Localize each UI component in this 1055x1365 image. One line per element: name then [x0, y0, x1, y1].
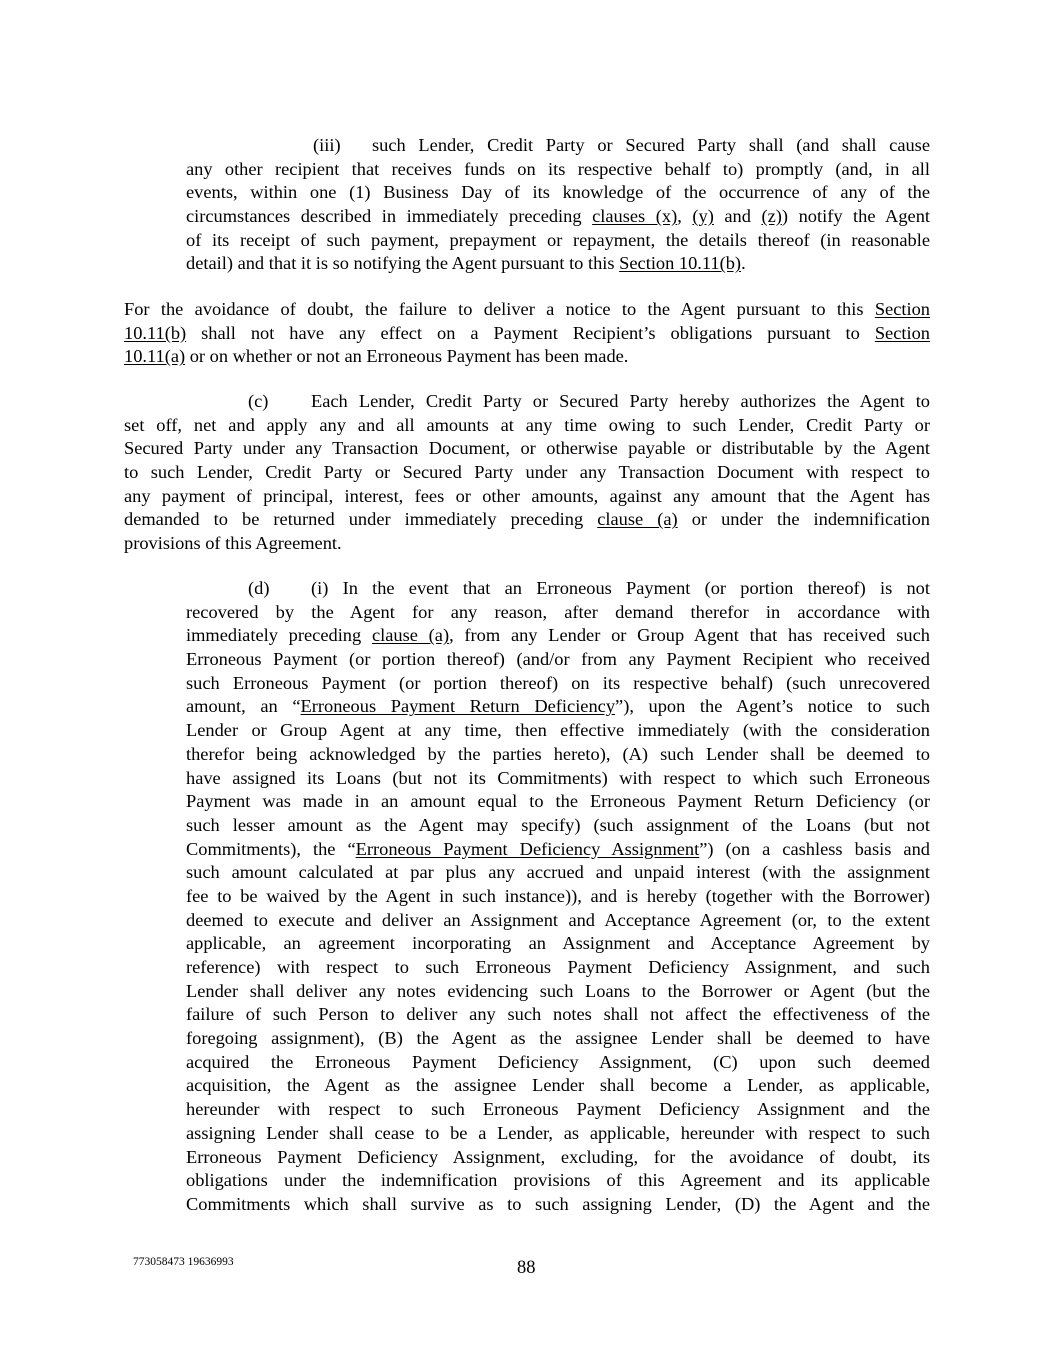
text-segment: (i) In the event that an Erroneous Payment (or portion thereof) is not — [311, 578, 930, 598]
text-segment: recovered by the Agent for any reason, after demand therefor in accordance with — [186, 601, 930, 622]
text-line — [186, 252, 930, 276]
text-segment: therefor being acknowledged by the parties hereto), (A) such Lender shall be deemed to — [186, 743, 930, 764]
text-line — [186, 1003, 930, 1027]
cross-reference: 10.11(b) — [124, 322, 187, 343]
page-number: 88 — [517, 1258, 536, 1278]
text-line — [186, 134, 930, 158]
text-segment: assigning Lender shall cease to be a Lender, as applicable, hereunder with respect to such — [186, 1122, 930, 1143]
text-segment: or under the indemnification — [677, 509, 930, 530]
text-line — [186, 719, 930, 743]
text-segment: foregoing assignment), (B) the Agent as the assignee Lender shall be deemed to have — [186, 1028, 930, 1049]
text-line — [186, 838, 930, 862]
text-segment: such lesser amount as the Agent may specify) (such assignment of the Loans (but not — [186, 814, 930, 835]
text-line — [186, 814, 930, 838]
text-line — [186, 790, 930, 814]
text-line — [186, 672, 930, 696]
text-line — [186, 885, 930, 909]
text-line — [186, 648, 930, 672]
text-segment: any payment of principal, interest, fees or other amounts, against any amount that the Agent has — [124, 485, 930, 506]
text-segment: amount, an “ — [186, 696, 301, 717]
text-segment: Secured Party under any Transaction Document, or otherwise payable or distributable by the Agent — [124, 438, 930, 459]
cross-reference: Erroneous Payment Return Deficiency — [300, 696, 616, 717]
text-segment: deemed to execute and deliver an Assignment and Acceptance Agreement (or, to the extent — [186, 909, 930, 930]
document-id: 773058473 19636993 — [133, 1256, 234, 1268]
text-segment: ”) (on a cashless basis and — [699, 838, 930, 859]
text-line — [124, 298, 930, 322]
text-segment: ”), upon the Agent’s notice to such — [615, 696, 930, 717]
text-line-body — [311, 577, 930, 601]
text-segment: Commitments which shall survive as to such assigning Lender, (D) the Agent and the — [186, 1193, 930, 1214]
cross-reference: Section — [874, 299, 930, 319]
text-segment: applicable, an agreement incorporating an Assignment and Acceptance Agreement by — [186, 933, 930, 954]
text-line — [186, 1169, 930, 1193]
text-segment: or on whether or not an Erroneous Payment has been made. — [185, 346, 629, 367]
text-line — [186, 158, 930, 182]
cross-reference: clauses (x) — [592, 206, 678, 227]
text-line — [186, 205, 930, 229]
text-segment: circumstances described in immediately preceding — [186, 206, 593, 227]
section-label: (c) — [248, 391, 269, 411]
text-line-body — [372, 134, 930, 158]
text-segment: . — [741, 253, 746, 274]
text-segment: ) notify the Agent — [781, 206, 931, 227]
text-segment: fee to be waived by the Agent in such instance)), and is hereby (together with the Borrower) — [186, 885, 930, 906]
text-segment: such amount calculated at par plus any accrued and unpaid interest (with the assignment — [186, 862, 930, 883]
text-line — [186, 1098, 930, 1122]
text-line — [186, 1193, 930, 1217]
text-line — [186, 909, 930, 933]
text-segment: obligations under the indemnification provisions of this Agreement and its applicable — [186, 1170, 930, 1191]
text-segment: hereunder with respect to such Erroneous Payment Deficiency Assignment and the — [186, 1099, 930, 1120]
text-segment: Erroneous Payment (or portion thereof) (and/or from any Payment Recipient who received — [186, 649, 930, 670]
text-line — [186, 767, 930, 791]
text-line — [186, 1146, 930, 1170]
paragraph-avoidance-of-doubt — [124, 298, 930, 369]
text-line — [186, 932, 930, 956]
text-segment: immediately preceding — [186, 625, 372, 646]
text-line — [186, 956, 930, 980]
paragraph-c — [124, 390, 930, 556]
text-line — [186, 695, 930, 719]
text-line — [124, 414, 930, 438]
text-line — [124, 532, 930, 556]
text-segment: detail) and that it is so notifying the Agent pursuant to this — [186, 253, 620, 274]
text-segment: shall not have any effect on a Payment Recipient’s obligations pursuant to — [186, 322, 875, 343]
text-segment: acquisition, the Agent as the assignee Lender shall become a Lender, as applicable, — [186, 1075, 930, 1096]
text-segment: acquired the Erroneous Payment Deficiency Assignment, (C) upon such deemed — [186, 1051, 930, 1072]
cross-reference: Section — [874, 322, 930, 343]
text-line — [186, 624, 930, 648]
text-segment: reference) with respect to such Erroneous Payment Deficiency Assignment, and such — [186, 957, 930, 977]
text-segment: and — [713, 206, 762, 227]
text-line — [186, 229, 930, 253]
text-line — [124, 345, 930, 369]
cross-reference: clause (a) — [371, 625, 450, 646]
text-line — [124, 461, 930, 485]
text-segment: demanded to be returned under immediately preceding — [124, 509, 598, 530]
cross-reference: Section 10.11(b) — [619, 253, 742, 274]
text-line — [186, 1051, 930, 1075]
text-segment: provisions of this Agreement. — [124, 533, 342, 554]
text-segment: Commitments), the “ — [186, 838, 356, 859]
cross-reference: (y) — [692, 206, 714, 227]
cross-reference: 10.11(a) — [124, 346, 186, 367]
text-line — [186, 1074, 930, 1098]
text-line — [186, 861, 930, 885]
text-segment: Each Lender, Credit Party or Secured Party hereby authorizes the Agent to — [311, 391, 930, 411]
cross-reference: (z) — [761, 206, 782, 227]
text-line — [186, 1122, 930, 1146]
text-segment: of its receipt of such payment, prepayment or repayment, the details thereof (in reasonable — [186, 229, 930, 250]
text-segment: Lender or Group Agent at any time, then effective immediately (with the consideration — [186, 720, 930, 741]
text-line — [186, 1027, 930, 1051]
text-segment: Lender shall deliver any notes evidencing such Loans to the Borrower or Agent (but the — [186, 980, 930, 1001]
text-segment: events, within one (1) Business Day of its knowledge of the occurrence of any of the — [186, 182, 930, 203]
text-line — [186, 743, 930, 767]
text-line — [186, 980, 930, 1004]
section-label: (d) — [248, 578, 270, 598]
text-segment: , from any Lender or Group Agent that has received such — [449, 625, 930, 646]
paragraph-iii — [186, 134, 930, 276]
paragraph-d — [186, 577, 930, 1217]
text-segment: failure of such Person to deliver any such notes shall not affect the effectiveness of the — [186, 1004, 930, 1025]
text-line — [186, 181, 930, 205]
text-segment: such Erroneous Payment (or portion thereof) on its respective behalf) (such unrecovered — [186, 672, 930, 693]
text-line — [186, 601, 930, 625]
text-segment: For the avoidance of doubt, the failure to deliver a notice to the Agent pursuant to this — [124, 299, 875, 319]
text-line-body — [311, 390, 930, 414]
cross-reference: clause (a) — [597, 509, 678, 530]
text-line — [124, 322, 930, 346]
text-segment: such Lender, Credit Party or Secured Party shall (and shall cause — [372, 135, 930, 155]
text-segment: , — [677, 206, 693, 227]
cross-reference: Erroneous Payment Deficiency Assignment — [355, 838, 700, 859]
text-line — [186, 577, 930, 601]
text-line — [124, 437, 930, 461]
text-segment: Payment was made in an amount equal to the Erroneous Payment Return Deficiency (or — [186, 791, 930, 812]
text-segment: Erroneous Payment Deficiency Assignment, excluding, for the avoidance of doubt, its — [186, 1146, 930, 1167]
text-segment: have assigned its Loans (but not its Commitments) with respect to which such Erroneous — [186, 767, 930, 788]
text-line — [124, 485, 930, 509]
text-segment: to such Lender, Credit Party or Secured Party under any Transaction Document with respect to — [124, 462, 930, 483]
text-segment: any other recipient that receives funds on its respective behalf to) promptly (and, in all — [186, 158, 930, 179]
text-line — [124, 508, 930, 532]
text-segment: set off, net and apply any and all amounts at any time owing to such Lender, Credit Party or — [124, 414, 930, 435]
text-line — [124, 390, 930, 414]
section-label: (iii) — [313, 135, 341, 155]
